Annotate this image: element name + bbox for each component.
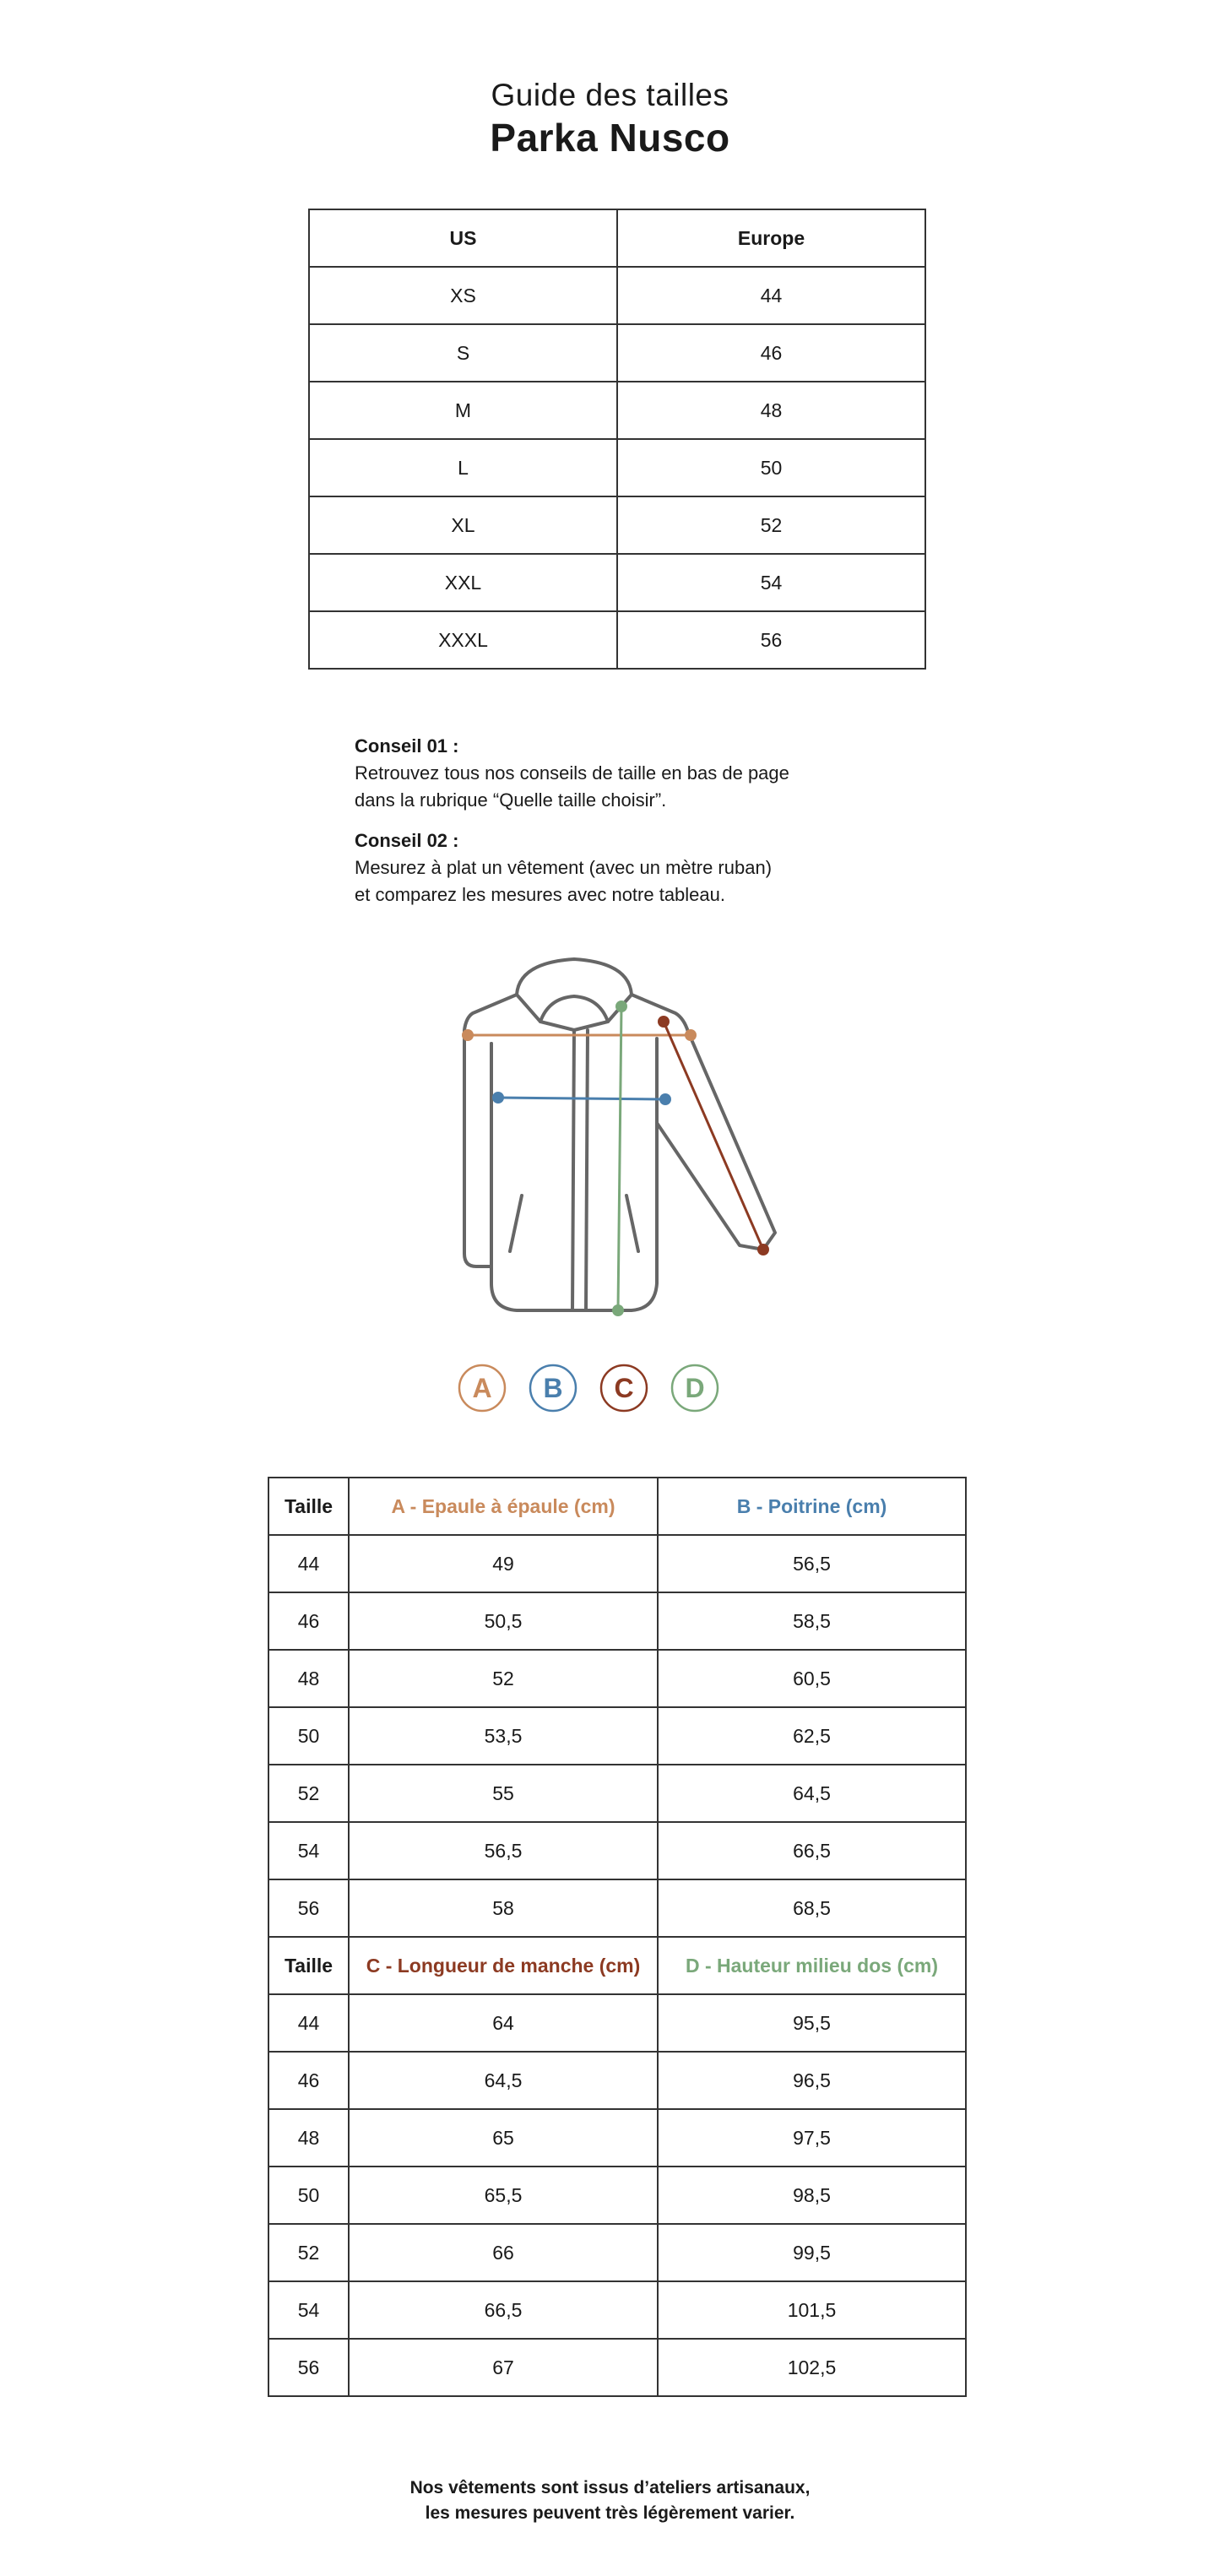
column-header-back-length: D - Hauteur milieu dos (cm) (658, 1937, 966, 1994)
cell-taille: 46 (268, 1592, 349, 1650)
right-sleeve-outline (632, 995, 775, 1250)
cell-taille: 48 (268, 1650, 349, 1707)
cell-sleeve: 66,5 (349, 2281, 658, 2339)
measure-dot-b (492, 1092, 504, 1104)
cell-shoulder: 56,5 (349, 1822, 658, 1879)
legend-letter-d: D (685, 1373, 705, 1403)
cell-taille: 52 (268, 2224, 349, 2281)
measure-dot-d (612, 1304, 624, 1316)
legend-letter-a: A (472, 1373, 492, 1403)
cell-taille: 46 (268, 2052, 349, 2109)
cell-taille: 44 (268, 1535, 349, 1592)
cell-sleeve: 67 (349, 2339, 658, 2396)
cell-back-length: 95,5 (658, 1994, 966, 2052)
measure-line-b (498, 1098, 665, 1099)
cell-us: M (309, 382, 617, 439)
table-header-row (309, 209, 925, 267)
column-header-taille: Taille (268, 1937, 349, 1994)
hood-inner (540, 996, 608, 1022)
cell-back-length: 98,5 (658, 2167, 966, 2224)
cell-europe: 50 (617, 439, 925, 496)
cell-chest: 60,5 (658, 1650, 966, 1707)
table-row (268, 1822, 966, 1879)
table-row (309, 496, 925, 554)
cell-europe: 44 (617, 267, 925, 324)
table-row (268, 2167, 966, 2224)
cell-europe: 48 (617, 382, 925, 439)
size-conversion-table (308, 209, 926, 670)
measure-dot-a (462, 1029, 474, 1041)
table-row (268, 1707, 966, 1765)
table-row (268, 2109, 966, 2167)
column-header-taille: Taille (268, 1478, 349, 1535)
front-zip-line (572, 1030, 574, 1310)
cell-taille: 56 (268, 1879, 349, 1937)
cell-taille: 44 (268, 1994, 349, 2052)
page-title: Parka Nusco (490, 116, 730, 160)
cell-europe: 54 (617, 554, 925, 611)
parka-measurement-diagram (439, 946, 794, 1334)
table-row (309, 554, 925, 611)
measurement-legend (452, 1361, 730, 1415)
cell-sleeve: 64,5 (349, 2052, 658, 2109)
cell-shoulder: 52 (349, 1650, 658, 1707)
cell-back-length: 101,5 (658, 2281, 966, 2339)
cell-shoulder: 58 (349, 1879, 658, 1937)
table-row (268, 1592, 966, 1650)
right-pocket (626, 1196, 638, 1251)
cell-back-length: 99,5 (658, 2224, 966, 2281)
page-subtitle: Guide des tailles (491, 78, 729, 112)
tip-text-line: Mesurez à plat un vêtement (avec un mètre ruban) (355, 857, 773, 878)
table-row (309, 324, 925, 382)
table-row (309, 382, 925, 439)
column-header-shoulder: A - Epaule à épaule (cm) (349, 1478, 658, 1535)
cell-shoulder: 53,5 (349, 1707, 658, 1765)
tip-01 (355, 733, 895, 814)
cell-us: XL (309, 496, 617, 554)
column-header-chest: B - Poitrine (cm) (658, 1478, 966, 1535)
table-row (268, 2052, 966, 2109)
cell-us: L (309, 439, 617, 496)
cell-taille: 54 (268, 1822, 349, 1879)
table-row (309, 611, 925, 669)
cell-shoulder: 49 (349, 1535, 658, 1592)
table-row (268, 1765, 966, 1822)
cell-sleeve: 64 (349, 1994, 658, 2052)
cell-europe: 52 (617, 496, 925, 554)
cell-chest: 68,5 (658, 1879, 966, 1937)
cell-us: XS (309, 267, 617, 324)
column-header-sleeve: C - Longueur de manche (cm) (349, 1937, 658, 1994)
measure-dot-c (658, 1016, 670, 1028)
footer-note (0, 2476, 1220, 2526)
table-row (268, 1994, 966, 2052)
left-pocket (510, 1196, 522, 1251)
tip-text-line: dans la rubrique “Quelle taille choisir”. (355, 789, 667, 811)
tip-title: Conseil 01 : (355, 735, 459, 757)
legend-letter-b: B (543, 1373, 563, 1403)
tip-title: Conseil 02 : (355, 830, 459, 851)
cell-us: XXXL (309, 611, 617, 669)
cell-chest: 64,5 (658, 1765, 966, 1822)
cell-chest: 58,5 (658, 1592, 966, 1650)
cell-taille: 48 (268, 2109, 349, 2167)
cell-sleeve: 65 (349, 2109, 658, 2167)
hood-outline (517, 959, 632, 1030)
cell-us: S (309, 324, 617, 382)
table-row (268, 2339, 966, 2396)
cell-taille: 54 (268, 2281, 349, 2339)
cell-europe: 56 (617, 611, 925, 669)
measure-dot-a (685, 1029, 697, 1041)
cell-sleeve: 65,5 (349, 2167, 658, 2224)
cell-taille: 52 (268, 1765, 349, 1822)
measure-dot-d (615, 1001, 627, 1012)
table-row (268, 2281, 966, 2339)
tip-text-line: Retrouvez tous nos conseils de taille en bas de page (355, 762, 789, 784)
cell-taille: 50 (268, 2167, 349, 2224)
table-row (268, 1879, 966, 1937)
cell-shoulder: 50,5 (349, 1592, 658, 1650)
cell-taille: 56 (268, 2339, 349, 2396)
measure-line-d (618, 1006, 621, 1310)
cell-back-length: 96,5 (658, 2052, 966, 2109)
table-header-row (268, 1478, 966, 1535)
measure-dot-b (659, 1093, 671, 1105)
measurements-table (268, 1477, 967, 2397)
footer-line: Nos vêtements sont issus d’ateliers artisanaux, (409, 2478, 811, 2497)
cell-chest: 62,5 (658, 1707, 966, 1765)
sizing-tips (355, 733, 895, 922)
cell-chest: 56,5 (658, 1535, 966, 1592)
footer-line: les mesures peuvent très légèrement varier. (425, 2503, 795, 2523)
table-row (268, 2224, 966, 2281)
cell-back-length: 97,5 (658, 2109, 966, 2167)
column-header-europe: Europe (617, 209, 925, 267)
tip-02 (355, 827, 895, 908)
measure-dot-c (757, 1244, 769, 1255)
table-row (309, 439, 925, 496)
table-row (268, 1650, 966, 1707)
column-header-us: US (309, 209, 617, 267)
front-placket-line (586, 1030, 588, 1310)
table-row (268, 1535, 966, 1592)
cell-taille: 50 (268, 1707, 349, 1765)
table-row (309, 267, 925, 324)
measure-line-c (664, 1022, 763, 1250)
table-header-row (268, 1937, 966, 1994)
cell-shoulder: 55 (349, 1765, 658, 1822)
legend-letter-c: C (614, 1373, 634, 1403)
cell-europe: 46 (617, 324, 925, 382)
cell-sleeve: 66 (349, 2224, 658, 2281)
cell-us: XXL (309, 554, 617, 611)
tip-text-line: et comparez les mesures avec notre tableau. (355, 884, 726, 905)
cell-chest: 66,5 (658, 1822, 966, 1879)
cell-back-length: 102,5 (658, 2339, 966, 2396)
